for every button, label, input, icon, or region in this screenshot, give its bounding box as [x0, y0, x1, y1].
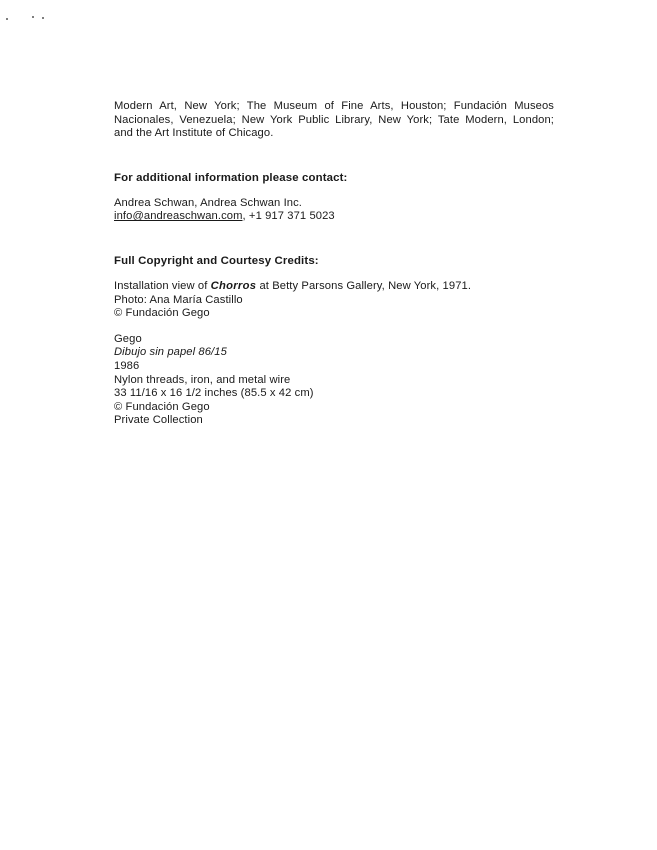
credits-heading: Full Copyright and Courtesy Credits: — [114, 254, 319, 267]
artwork-credit — [114, 333, 554, 428]
intro-line: Nacionales, Venezuela; New York Public Library, New York; Tate Modern, London; — [114, 113, 554, 126]
artwork-medium: Nylon threads, iron, and metal wire — [114, 373, 291, 386]
scan-specks — [6, 14, 50, 22]
contact-email-phone-line — [114, 210, 554, 224]
installation-caption — [114, 280, 554, 294]
contact-name: Andrea Schwan, Andrea Schwan Inc. — [114, 196, 303, 209]
contact-section — [114, 171, 554, 224]
artwork-year: 1986 — [114, 359, 140, 372]
artwork-copyright: © Fundación Gego — [114, 400, 210, 413]
installation-prefix: Installation view of — [114, 279, 211, 292]
artwork-collection: Private Collection — [114, 414, 203, 427]
document-body — [114, 100, 554, 428]
installation-photo-credit: Photo: Ana María Castillo — [114, 293, 243, 306]
credits-section — [114, 254, 554, 428]
installation-suffix: at Betty Parsons Gallery, New York, 1971. — [256, 279, 472, 292]
intro-paragraph — [114, 100, 554, 141]
contact-email-link[interactable]: info@andreaschwan.com — [114, 210, 243, 223]
scan-speck — [42, 17, 44, 19]
scan-speck — [32, 16, 34, 18]
installation-credit — [114, 280, 554, 321]
intro-line: and the Art Institute of Chicago. — [114, 127, 274, 140]
artwork-title: Dibujo sin papel 86/15 — [114, 346, 227, 359]
installation-title: Chorros — [210, 279, 257, 292]
scan-speck — [6, 18, 8, 20]
intro-line: Modern Art, New York; The Museum of Fine Arts, Houston; Fundación Museos — [114, 100, 554, 112]
artwork-dimensions: 33 11/16 x 16 1/2 inches (85.5 x 42 cm) — [114, 387, 314, 400]
contact-details — [114, 197, 554, 224]
contact-heading: For additional information please contact: — [114, 171, 348, 184]
artwork-artist: Gego — [114, 332, 142, 345]
installation-copyright: © Fundación Gego — [114, 307, 210, 320]
contact-phone: , +1 917 371 5023 — [242, 210, 335, 223]
